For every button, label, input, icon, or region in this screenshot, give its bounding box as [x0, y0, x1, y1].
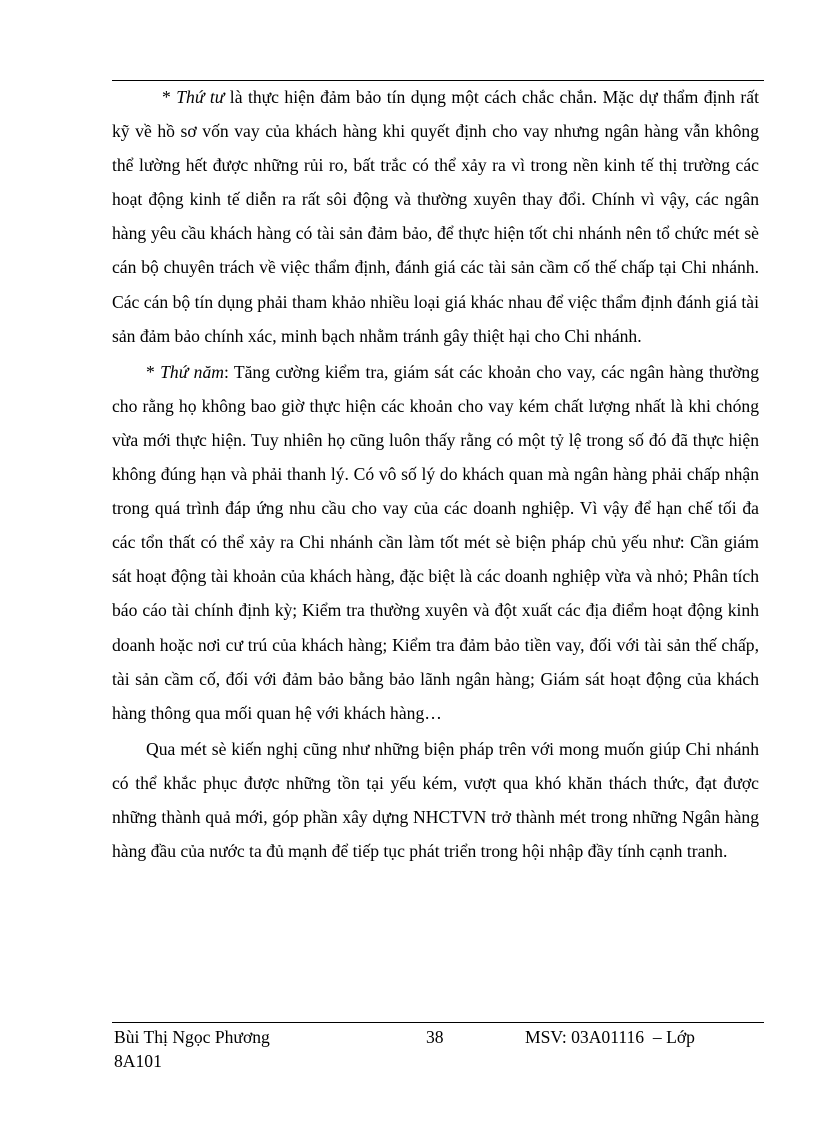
paragraph-text: : Tăng cường kiểm tra, giám sát các khoản cho vay, các ngân hàng thường cho rằng họ không bao giờ thực hiện các khoản cho vay kém chất lượng nhất là khi chóng vừa mới thực hiện. Tuy nhiên họ cũng luôn thấy rằng có một tỷ lệ trong số đó đã thực hiện không đúng hạn và phải thanh lý. Có vô số lý do khách quan mà ngân hàng phải chấp nhận trong quá trình đáp ứng nhu cầu cho vay của các doanh nghiệp. Vì vậy để hạn chế tối đa các tổn thất có thể xảy ra Chi nhánh cần làm tốt mét sè biện pháp chủ yếu như: Cần giám sát hoạt động tài khoản của khách hàng, đặc biệt là các doanh nghiệp vừa và nhỏ; Phân tích báo cáo tài chính định kỳ; Kiểm tra thường xuyên và đột xuất các địa điểm hoạt động kinh doanh hoặc nơi cư trú của khách hàng; Kiểm tra đảm bảo tiền vay, đối với tài sản thế chấp, tài sản cầm cố, đối với đảm bảo bằng bảo lãnh ngân hàng; Giám sát hoạt động của khách hàng thông qua mối quan hệ với khách hàng…: [112, 361, 759, 723]
paragraph-heading-italic: Thứ năm: [160, 361, 224, 382]
paragraph-lead: *: [162, 87, 177, 107]
footer-page-number: 38: [426, 1027, 444, 1047]
paragraph-thu-nam: [112, 355, 759, 730]
paragraph-lead: *: [146, 361, 161, 382]
footer-author: Bùi Thị Ngọc Phương 8A101: [114, 1027, 270, 1071]
paragraph-text: Qua mét sè kiến nghị cũng như những biện pháp trên với mong muốn giúp Chi nhánh có thể khắc phục được những tồn tại yếu kém, vượt qua khó khăn thách thức, đạt được những thành quả mới, góp phần xây dựng NHCTVN trở thành mét trong những Ngân hàng hàng đầu của nước ta đủ mạnh để tiếp tục phát triển trong hội nhập đầy tính cạnh tranh.: [112, 738, 759, 862]
paragraph-conclusion: [112, 732, 759, 868]
paragraph-text: là thực hiện đảm bảo tín dụng một cách chắc chắn. Mặc dự thẩm định rất kỹ về hồ sơ vốn vay của khách hàng khi quyết định cho vay nhưng ngân hàng vẫn không thể lường hết được những rủi ro, bất trắc có thể xảy ra vì trong nền kinh tế thị trường các hoạt động kinh tế diễn ra rất sôi động và thường xuyên thay đổi. Chính vì vậy, các ngân hàng yêu cầu khách hàng có tài sản đảm bảo, để thực hiện tốt chi nhánh nên tổ chức mét sè cán bộ chuyên trách về việc thẩm định, đánh giá các tài sản cầm cố thế chấp tại Chi nhánh. Các cán bộ tín dụng phải tham khảo nhiều loại giá khác nhau để việc thẩm định đánh giá tài sản đảm bảo chính xác, minh bạch nhằm tránh gây thiệt hại cho Chi nhánh.: [112, 87, 759, 346]
paragraph-heading-italic: Thứ tư: [176, 87, 225, 107]
paragraph-thu-tu: [112, 80, 759, 353]
footer-student-id: MSV: 03A01116 – Lớp: [525, 1027, 695, 1047]
footer-rule: [112, 1022, 764, 1023]
body-text: [112, 80, 759, 868]
